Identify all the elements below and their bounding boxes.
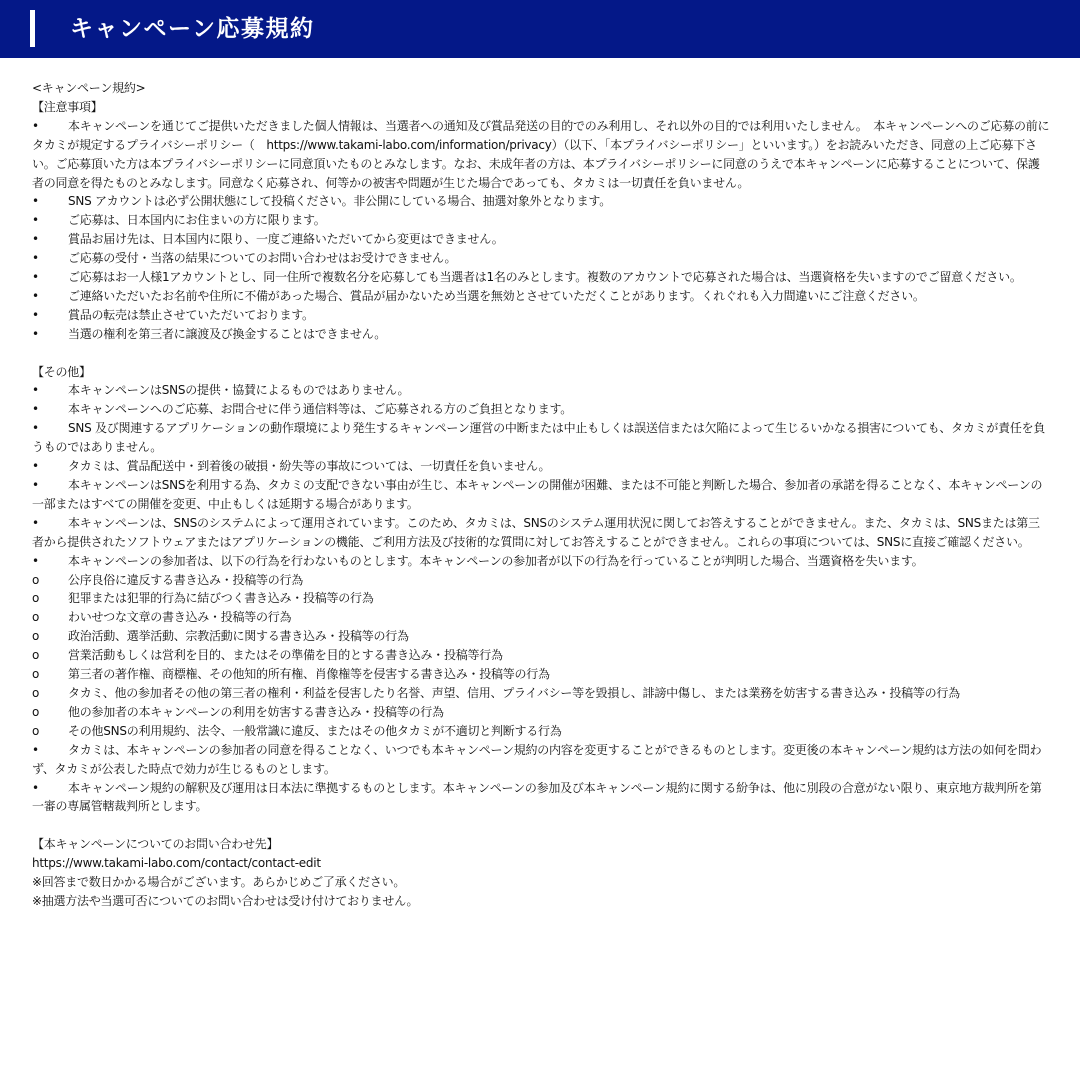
other-item [32,381,1050,400]
sub-bullet: o [32,610,40,625]
notes-item-text: ご応募は、日本国内にお住まいの方に限ります。 [68,213,326,228]
other-item [32,419,1050,457]
other-item-text: SNS 及び関連するアプリケーションの動作環境により発生するキャンペーン運営の中断または中止もしくは誤送信または欠陥によって生じるいかなる損害についても、タカミが責任を負うものではありません。 [32,421,1046,455]
notes-heading: 【注意事項】 [32,99,103,114]
prohibited-subitem-text: その他SNSの利用規約、法令、一般常識に違反、またはその他タカミが不適切と判断する行為 [68,723,562,738]
sub-bullet: o [32,667,40,682]
prohibited-subitem-text: 営業活動もしくは営利を目的、またはその準備を目的とする書き込み・投稿等行為 [68,648,503,663]
sub-bullet: o [32,591,40,606]
spacer [32,344,1050,363]
other-item-text: 本キャンペーンの参加者は、以下の行為を行わないものとします。本キャンペーンの参加者が以下の行為を行っていることが判明した場合、当選資格を失います。 [68,553,924,568]
prohibited-subitem-text: 犯罪または犯罪的行為に結びつく書き込み・投稿等の行為 [68,591,374,606]
bullet: • [32,213,39,228]
bullet: • [32,232,39,247]
sub-bullet: o [32,723,40,738]
bullet: • [32,251,39,266]
prohibited-subitem [32,608,1050,627]
prohibited-subitem-text: 政治活動、選挙活動、宗教活動に関する書き込み・投稿等の行為 [68,629,409,644]
notes-item-text: ご応募の受付・当落の結果についてのお問い合わせはお受けできません。 [68,251,457,266]
contact-note-reply-time: ※回答まで数日かかる場合がございます。あらかじめご了承ください。 [32,875,406,890]
other-heading: 【その他】 [32,364,91,379]
bullet: • [32,459,39,474]
bullet: • [32,288,39,303]
notes-item-text: 本キャンペーンを通じてご提供いただきました個人情報は、当選者への通知及び賞品発送の目的でのみ利用し、それ以外の目的では利用いたしません。 本キャンペーンへのご応募の前にタカミが規定するプライバシーポリシー（ https://www.takami-labo.com/information/privacy）（以下、「本プライバシーポリシー」といいます。）をお読みいただき、同意の上ご応募下さい。ご応募頂いた方は本プライバシーポリシーに同意頂いたものとみなします。なお、未成年者の方は、本プライバシーポリシーに同意のうえで本キャンペーンに応募することについて、保護者の同意を得たものとみなします。同意なく応募され、何等かの被害や問題が生じた場合であっても、タカミは一切責任を負いません。 [32,118,1050,190]
other-item [32,741,1050,779]
prohibited-subitem [32,665,1050,684]
bullet: • [32,402,39,417]
notes-item-text: SNS アカウントは必ず公開状態にして投稿ください。非公開にしている場合、抽選対象外となります。 [68,194,611,209]
bullet: • [32,383,39,398]
prohibited-subitem [32,589,1050,608]
notes-item [32,325,1050,344]
notes-item-text: 当選の権利を第三者に譲渡及び換金することはできません。 [68,326,386,341]
other-item-text: 本キャンペーンはSNSを利用する為、タカミの支配できない事由が生じ、本キャンペーンの開催が困難、または不可能と判断した場合、参加者の承諾を得ることなく、本キャンペーンの一部またはすべての開催を変更、中止もしくは延期する場合があります。 [32,478,1043,511]
sub-bullet: o [32,648,40,663]
other-item-text: 本キャンペーンはSNSの提供・協賛によるものではありません。 [68,383,410,398]
other-item [32,779,1050,817]
prohibited-subitem-text: 第三者の著作権、商標権、その他知的所有権、肖像権等を侵害する書き込み・投稿等の行為 [68,667,550,682]
header-banner [0,0,1080,58]
prohibited-subitem [32,627,1050,646]
rules-heading: <キャンペーン規約> [32,81,146,95]
bullet: • [32,118,39,133]
other-item-text: 本キャンペーンへのご応募、お問合せに伴う通信料等は、ご応募される方のご負担となります。 [68,402,573,417]
notes-item-text: 賞品お届け先は、日本国内に限り、一度ご連絡いただいてから変更はできません。 [68,232,504,247]
notes-item [32,287,1050,306]
notes-item [32,211,1050,230]
bullet: • [32,780,39,795]
other-item-text: 本キャンペーン規約の解釈及び運用は日本法に準拠するものとします。本キャンペーンの参加及び本キャンペーン規約に関する紛争は、他に別段の合意がない限り、東京地方裁判所を第一審の専属管轄裁判所とします。 [32,780,1042,814]
prohibited-subitem-text: わいせつな文章の書き込み・投稿等の行為 [68,610,292,625]
other-item-text: タカミは、本キャンペーンの参加者の同意を得ることなく、いつでも本キャンペーン規約の内容を変更することができるものとします。変更後の本キャンペーン規約は方法の如何を問わず、タカミが公表した時点で効力が生じるものとします。 [32,742,1042,776]
notes-item-text: ご連絡いただいたお名前や住所に不備があった場合、賞品が届かないため当選を無効とさせていただくことがあります。くれぐれも入力間違いにご注意ください。 [68,288,925,303]
prohibited-subitem [32,703,1050,722]
bullet: • [32,421,39,436]
page-title: キャンペーン応募規約 [70,16,315,42]
bullet: • [32,194,39,209]
other-item [32,476,1050,514]
other-item [32,457,1050,476]
sub-bullet: o [32,572,40,587]
other-item-text: 本キャンペーンは、SNSのシステムによって運用されています。このため、タカミは、SNSのシステム運用状況に関してお答えすることができません。また、タカミは、SNSまたは第三者から提供されたソフトウェアまたはアプリケーションの機能、ご利用方法及び技術的な質問に対してお答えすることができません。これらの事項については、SNSに直接ご確認ください。 [32,515,1040,549]
other-item-text: タカミは、賞品配送中・到着後の破損・紛失等の事故については、一切責任を負いません。 [68,459,551,474]
sub-bullet: o [32,685,40,700]
contact-heading: 【本キャンペーンについてのお問い合わせ先】 [32,837,279,852]
other-item [32,514,1050,552]
prohibited-subitem [32,722,1050,741]
prohibited-subitem-text: 公序良俗に違反する書き込み・投稿等の行為 [68,572,304,587]
prohibited-subitem [32,684,1050,703]
bullet: • [32,478,39,493]
bullet: • [32,307,39,322]
bullet: • [32,742,39,757]
notes-item [32,230,1050,249]
sub-bullet: o [32,629,40,644]
spacer [32,816,1050,835]
notes-item [32,117,1050,193]
bullet: • [32,270,39,285]
sub-bullet: o [32,704,40,719]
other-item [32,400,1050,419]
contact-url-link[interactable]: https://www.takami-labo.com/contact/contact-edit [32,856,321,871]
bullet: • [32,326,39,341]
prohibited-subitem-text: 他の参加者の本キャンペーンの利用を妨害する書き込み・投稿等の行為 [68,704,444,719]
contact-note-no-inquiries: ※抽選方法や当選可否についてのお問い合わせは受け付けておりません。 [32,893,419,908]
notes-item [32,192,1050,211]
bullet: • [32,515,39,530]
notes-item [32,268,1050,287]
notes-item-text: ご応募はお一人様1アカウントとし、同一住所で複数名分を応募しても当選者は1名のみとします。複数のアカウントで応募された場合は、当選資格を失いますのでご留意ください。 [68,270,1022,285]
notes-item [32,249,1050,268]
notes-item [32,306,1050,325]
other-item [32,552,1050,571]
header-accent-bar [30,10,35,47]
prohibited-subitem-text: タカミ、他の参加者その他の第三者の権利・利益を侵害したり名誉、声望、信用、プライバシー等を毀損し、誹謗中傷し、または業務を妨害する書き込み・投稿等の行為 [68,685,960,700]
bullet: • [32,553,39,568]
prohibited-subitem [32,646,1050,665]
prohibited-subitem [32,571,1050,590]
notes-item-text: 賞品の転売は禁止させていただいております。 [68,307,314,322]
terms-body [32,79,1050,911]
